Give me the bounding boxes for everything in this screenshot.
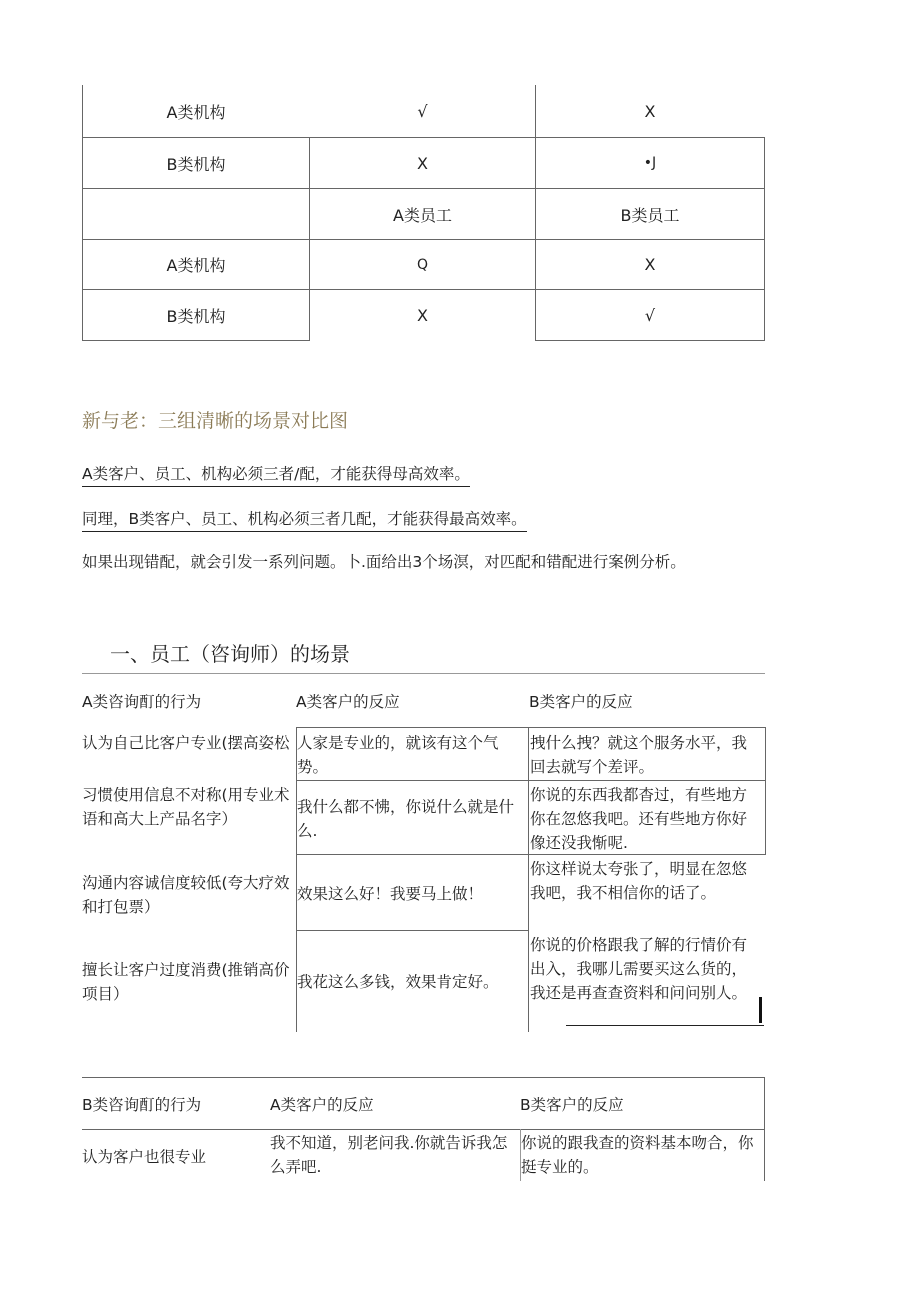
reaction-cell: 我花这么多钱，效果肯定好。 <box>297 973 499 991</box>
table-border <box>296 930 528 931</box>
reaction-cell: 人家是专业的，就该有这个气势。 <box>297 734 499 776</box>
table-border <box>296 780 766 781</box>
table-border <box>566 1025 764 1026</box>
matrix-cell: X <box>417 305 428 325</box>
section-rule <box>82 673 765 674</box>
reaction-cell: 你这样说太夸张了，明显在忽悠我吧，我不相信你的话了。 <box>530 860 748 902</box>
matrix-row-label: A类机构 <box>166 103 226 122</box>
table-header: A类客户的反应 <box>270 1096 374 1114</box>
reaction-cell: 你说的价格跟我了解的行情价有出入，我哪儿需要买这么货的，我还是再查查资料和问问别人。 <box>530 936 748 1002</box>
paragraph <box>82 462 470 484</box>
matrix-row-label <box>83 189 309 239</box>
behavior-cell: 认为自己比客户专业(摆高姿松 <box>82 734 290 752</box>
matrix-cell: Q <box>416 256 429 273</box>
table-border <box>765 727 766 781</box>
behavior-cell: 习惯使用信息不对称(用专业术语和高大上产品名字） <box>82 786 290 828</box>
reaction-cell: 我不知道，别老问我.你就告诉我怎么弄吧. <box>270 1134 508 1176</box>
matrix-cell: √ <box>644 305 656 325</box>
reaction-cell: 你说的东西我都杳过，有些地方你在忽悠我吧。还有些地方你好像还没我惭呢. <box>530 786 748 852</box>
section-heading: 新与老：三组清晰的场景对比图 <box>82 410 349 432</box>
paragraph-text: 同理，B类客户、员工、机构必须三者几配，才能获得最高效率。 <box>82 510 527 532</box>
reaction-cell: 你说的跟我查的资料基本吻合，你挺专业的。 <box>521 1134 754 1176</box>
section-title: 一、员工（咨询师）的场景 <box>110 642 350 666</box>
table-header: B类客户的反应 <box>520 1096 624 1114</box>
matrix-cell: •J <box>643 155 657 171</box>
paragraph <box>82 507 527 529</box>
table-border <box>82 1129 765 1130</box>
matrix-cell: √ <box>417 102 428 121</box>
behavior-cell: 认为客户也很专业 <box>82 1148 207 1166</box>
table-border <box>765 781 766 855</box>
matrix-cell: X <box>417 153 428 173</box>
table-border <box>535 340 765 341</box>
matrix-col-header: B类员工 <box>620 205 680 225</box>
matrix-cell: X <box>644 102 656 121</box>
paragraph: 如果出现错配，就会引发一系列问题。卜.面给出3个场溟，对匹配和错配进行案例分析。 <box>82 553 686 571</box>
matrix-col-header: A类员工 <box>393 205 452 225</box>
table-border <box>82 1077 765 1078</box>
behavior-cell: 擅长让客户过度消费(推销高价项目） <box>82 961 290 1003</box>
table-border <box>528 727 529 1032</box>
matrix-cell: X <box>644 255 656 274</box>
table-border <box>82 340 310 341</box>
table-border <box>764 1077 765 1181</box>
matrix-row-label: B类机构 <box>166 306 226 326</box>
table-header: A类客户的反应 <box>296 693 400 711</box>
reaction-cell: 效果这么好！我要马上做！ <box>297 885 484 903</box>
reaction-cell: 我什么都不怫，你说什么就是什么. <box>297 798 515 840</box>
matrix-row-label: A类机构 <box>166 256 226 275</box>
matrix-row-label: B类机构 <box>166 154 226 174</box>
behavior-cell: 沟通内容诚信度较低(夸大疗效和打包票） <box>82 874 290 916</box>
table-header: A类咨询酊的行为 <box>82 693 202 711</box>
paragraph-text: A类客户、员工、机构必须三者/配，才能获得母高效率。 <box>82 465 470 487</box>
table-header: B类咨询酊的行为 <box>82 1096 202 1114</box>
table-header: B类客户的反应 <box>529 693 633 711</box>
reaction-cell: 拽什么拽？就这个服务水平，我回去就写个差评。 <box>530 734 748 776</box>
table-border <box>296 727 766 728</box>
